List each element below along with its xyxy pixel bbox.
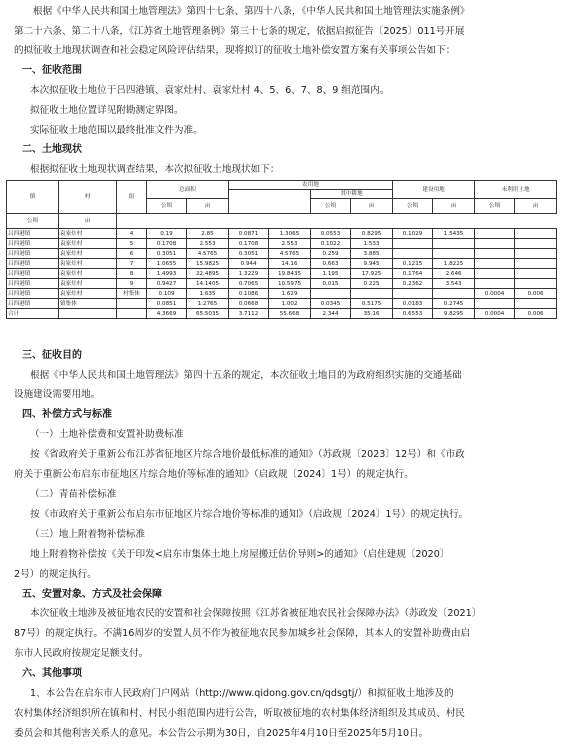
intro-line-2: 第二十六条、第二十八条，《江苏省土地管理条例》第三十七条的规定，依据启拟征告〔2025〕011号开展	[14, 26, 465, 37]
section-5-line-2: 87号）的规定执行。不满16周岁的安置人员不作为被征地农民参加城乡社会保障，其本人的安置补助费由启	[14, 628, 471, 639]
table-cell: 3.543	[433, 279, 475, 289]
table-cell: 0.1022	[311, 239, 351, 249]
table-cell: 0.0183	[393, 299, 433, 309]
table-cell: 6	[117, 249, 147, 259]
unit-cell: 公顷	[147, 199, 187, 214]
table-cell	[117, 309, 147, 319]
table-cell: 2.85	[187, 229, 229, 239]
table-cell	[515, 259, 557, 269]
table-cell	[433, 249, 475, 259]
table-row	[7, 299, 557, 309]
section-4-sub-1-line-2: 府关于重新公布启东市征地区片综合地价等标准的通知》（启政规〔2024〕1号）的规定执行。	[14, 469, 414, 480]
table-cell: 0.663	[311, 259, 351, 269]
unit-cell: 公顷	[475, 199, 515, 214]
section-4-sub-3-line-1: 地上附着物补偿按《关于印发<启东市集体土地上房屋搬迁估价导则>的通知》（启住建规〔2020〕	[30, 549, 450, 560]
section-5-line-1: 本次征收土地涉及被征地农民的安置和社会保障按照《江苏省被征地农民社会保障办法》（苏政发〔2021〕	[30, 608, 482, 619]
table-row	[7, 239, 557, 249]
table-cell: 0.944	[229, 259, 269, 269]
table-cell: 吕四港镇	[7, 239, 59, 249]
table-cell: 0.0345	[311, 299, 351, 309]
table-cell: 袁家灶村	[59, 279, 117, 289]
table-cell: 2.553	[269, 239, 311, 249]
table-cell: 7	[117, 259, 147, 269]
section-1-line-3: 实际征收土地范围以最终批准文件为准。	[30, 125, 203, 136]
table-cell	[475, 259, 515, 269]
table-cell: 0.7065	[229, 279, 269, 289]
table-cell	[433, 239, 475, 249]
table-cell	[351, 289, 393, 299]
table-cell	[515, 279, 557, 289]
section-3-line-2: 设施建设需要用地。	[14, 389, 101, 400]
unit-cell: 公顷	[311, 199, 351, 214]
section-1-heading: 一、征收范围	[22, 65, 82, 76]
land-status-table	[6, 180, 557, 319]
table-cell: 55.668	[269, 309, 311, 319]
table-cell: 5	[117, 239, 147, 249]
table-cell: 9.945	[351, 259, 393, 269]
table-cell: 9.8295	[433, 309, 475, 319]
table-cell	[117, 299, 147, 309]
table-cell: 0.0871	[229, 229, 269, 239]
section-1-line-2: 拟征收土地位置详见附勘测定界图。	[30, 105, 184, 116]
table-cell: 3.885	[351, 249, 393, 259]
header-village: 村	[59, 181, 117, 214]
section-6-line-2: 农村集体经济组织所在镇和村、村民小组范围内进行公告，听取被征地的农村集体经济组织及其成员、村民	[14, 708, 465, 719]
table-cell: 村集体	[117, 289, 147, 299]
table-cell: 1.3229	[229, 269, 269, 279]
header-unused: 未利用土地	[475, 181, 557, 199]
table-cell: 吕四港镇	[7, 279, 59, 289]
table-cell: 0.3051	[229, 249, 269, 259]
section-4-sub-1: （一）土地补偿费和安置补助费标准	[30, 429, 184, 440]
section-3-heading: 三、征收目的	[22, 350, 82, 361]
table-cell	[475, 239, 515, 249]
section-4-sub-3-line-2: 2号）的规定执行。	[14, 569, 97, 580]
table-cell	[515, 239, 557, 249]
table-cell	[515, 299, 557, 309]
table-cell: 0.006	[515, 309, 557, 319]
table-row	[7, 269, 557, 279]
section-2-heading: 二、土地现状	[22, 144, 82, 155]
table-cell: 0.1215	[393, 259, 433, 269]
table-cell: 袁家灶村	[59, 249, 117, 259]
table-cell	[393, 289, 433, 299]
table-cell: 0.1708	[229, 239, 269, 249]
table-cell	[475, 249, 515, 259]
table-cell	[515, 229, 557, 239]
table-cell: 0.0004	[475, 309, 515, 319]
table-cell: 0.0668	[229, 299, 269, 309]
table-cell: 0.1029	[393, 229, 433, 239]
table-cell	[475, 279, 515, 289]
table-cell: 2.646	[433, 269, 475, 279]
table-cell: 10.5975	[269, 279, 311, 289]
section-6-line-3: 委员会和其他利害关系人的意见。本公告公示期为30日，自2025年4月10日至2025年5月10日。	[14, 728, 429, 739]
section-3-line-1: 根据《中华人民共和国土地管理法》第四十五条的规定，本次征收土地目的为政府组织实施的交通基础	[30, 370, 462, 381]
unit-spacer	[117, 214, 515, 229]
table-cell: 吕四港镇	[7, 269, 59, 279]
section-2-line: 根据拟征收土地现状调查结果，本次拟征收土地现状如下：	[30, 164, 280, 175]
table-cell: 0.3051	[147, 249, 187, 259]
table-cell: 1.195	[311, 269, 351, 279]
section-5-line-3: 东市人民政府按规定足额支付。	[14, 648, 149, 659]
header-town: 镇	[7, 181, 59, 214]
table-cell: 0.015	[311, 279, 351, 289]
table-cell	[475, 229, 515, 239]
table-cell: 吕四港镇	[7, 249, 59, 259]
section-4-sub-1-line-1: 按《省政府关于重新公布江苏省征地区片综合地价最低标准的通知》（苏政规〔2023〕12号）和《市政	[30, 449, 465, 460]
table-cell: 1.635	[187, 289, 229, 299]
table-cell: 2.344	[311, 309, 351, 319]
table-cell: 4.5765	[269, 249, 311, 259]
table-cell: 合计	[7, 309, 59, 319]
table-cell: 袁家灶村	[59, 239, 117, 249]
table-cell	[515, 269, 557, 279]
table-cell: 0.1708	[147, 239, 187, 249]
table-cell: 4.5765	[187, 249, 229, 259]
table-cell: 1.8225	[433, 259, 475, 269]
table-cell: 0.0004	[475, 289, 515, 299]
header-cultivated: 其中耕地	[311, 190, 393, 199]
table-cell: 4.3669	[147, 309, 187, 319]
section-4-heading: 四、补偿方式与标准	[22, 409, 112, 420]
table-cell: 0.1764	[393, 269, 433, 279]
table-cell: 3.7112	[229, 309, 269, 319]
table-cell: 袁家灶村	[59, 259, 117, 269]
table-cell: 0.259	[311, 249, 351, 259]
section-4-sub-2: （二）青苗补偿标准	[30, 489, 117, 500]
table-cell: 4	[117, 229, 147, 239]
table-cell	[59, 309, 117, 319]
table-cell: 1.002	[269, 299, 311, 309]
table-cell: 0.5175	[351, 299, 393, 309]
intro-line-3: 的拟征收土地现状调查和社会稳定风险评估结果，现将拟订的征收土地补偿安置方案有关事项公告如下：	[14, 45, 456, 56]
table-cell: 0.2362	[393, 279, 433, 289]
table-cell: 1.2765	[187, 299, 229, 309]
table-cell: 14.16	[269, 259, 311, 269]
table-cell: 0.19	[147, 229, 187, 239]
table-cell	[433, 289, 475, 299]
table-cell	[475, 269, 515, 279]
unit-cell: 公顷	[393, 199, 433, 214]
intro-line-1: 根据《中华人民共和国土地管理法》第四十七条、第四十八条，《中华人民共和国土地管理法实施条例》	[33, 6, 470, 17]
table-row	[7, 229, 557, 239]
table-cell: 14.1405	[187, 279, 229, 289]
table-cell: 1.0655	[147, 259, 187, 269]
header-construction: 建设用地	[393, 181, 475, 199]
table-cell: 15.9825	[187, 259, 229, 269]
table-cell: 1.533	[351, 239, 393, 249]
header-group: 组	[117, 181, 147, 214]
table-cell	[515, 249, 557, 259]
table-cell: 0.0553	[311, 229, 351, 239]
table-cell	[393, 249, 433, 259]
table-cell: 0.6553	[393, 309, 433, 319]
table-cell: 2.553	[187, 239, 229, 249]
table-cell: 1.4993	[147, 269, 187, 279]
table-cell	[475, 299, 515, 309]
table-cell: 吕四港镇	[7, 259, 59, 269]
table-cell: 吕四港镇	[7, 229, 59, 239]
table-cell: 镇集体	[59, 299, 117, 309]
section-5-heading: 五、安置对象、方式及社会保障	[22, 589, 162, 600]
table-row	[7, 289, 557, 299]
table-cell: 吕四港镇	[7, 299, 59, 309]
unit-cell: 公顷	[7, 214, 59, 229]
unit-cell: 亩	[433, 199, 475, 214]
unit-cell: 亩	[515, 199, 557, 214]
table-row	[7, 309, 557, 319]
section-6-line-1: 1、本公告在启东市人民政府门户网站（http://www.qidong.gov.cn/qdsgtj/）和拟征收土地涉及的	[30, 688, 454, 699]
section-4-sub-2-line: 按《市政府关于重新公布启东市征地区片综合地价等标准的通知》（启政规〔2024〕1号）的规定执行。	[30, 509, 469, 520]
table-cell: 0.9427	[147, 279, 187, 289]
table-row	[7, 249, 557, 259]
header-agri-blank	[229, 190, 311, 214]
table-cell: 吕四港镇	[7, 289, 59, 299]
table-cell: 0.006	[515, 289, 557, 299]
unit-cell: 亩	[59, 214, 117, 229]
table-cell: 0.225	[351, 279, 393, 289]
table-row	[7, 259, 557, 269]
table-cell: 22.4895	[187, 269, 229, 279]
unit-cell: 亩	[187, 199, 229, 214]
table-cell: 0.109	[147, 289, 187, 299]
table-cell: 8	[117, 269, 147, 279]
table-cell: 1.629	[269, 289, 311, 299]
section-4-sub-3: （三）地上附着物补偿标准	[30, 529, 146, 540]
table-cell: 1.5435	[433, 229, 475, 239]
table-row	[7, 279, 557, 289]
table-cell: 袁家灶村	[59, 229, 117, 239]
table-cell: 0.2745	[433, 299, 475, 309]
section-1-line-1: 本次拟征收土地位于吕四港镇、袁家灶村、袁家灶村 4、5、6、7、8、9 组范围内。	[30, 85, 390, 96]
table-cell: 17.925	[351, 269, 393, 279]
table-cell: 袁家灶村	[59, 289, 117, 299]
table-cell: 1.3065	[269, 229, 311, 239]
table-cell: 65.5035	[187, 309, 229, 319]
table-cell: 袁家灶村	[59, 269, 117, 279]
table-cell: 9	[117, 279, 147, 289]
table-cell	[311, 289, 351, 299]
table-cell: 35.16	[351, 309, 393, 319]
header-agricultural: 农用地	[229, 181, 393, 190]
table-cell: 0.0851	[147, 299, 187, 309]
header-total-area: 总面积	[147, 181, 229, 199]
table-cell: 0.1086	[229, 289, 269, 299]
unit-cell: 亩	[351, 199, 393, 214]
section-6-heading: 六、其他事项	[22, 668, 82, 679]
table-body	[7, 229, 557, 319]
table-cell: 19.8435	[269, 269, 311, 279]
table-cell	[393, 239, 433, 249]
table-cell: 0.8295	[351, 229, 393, 239]
